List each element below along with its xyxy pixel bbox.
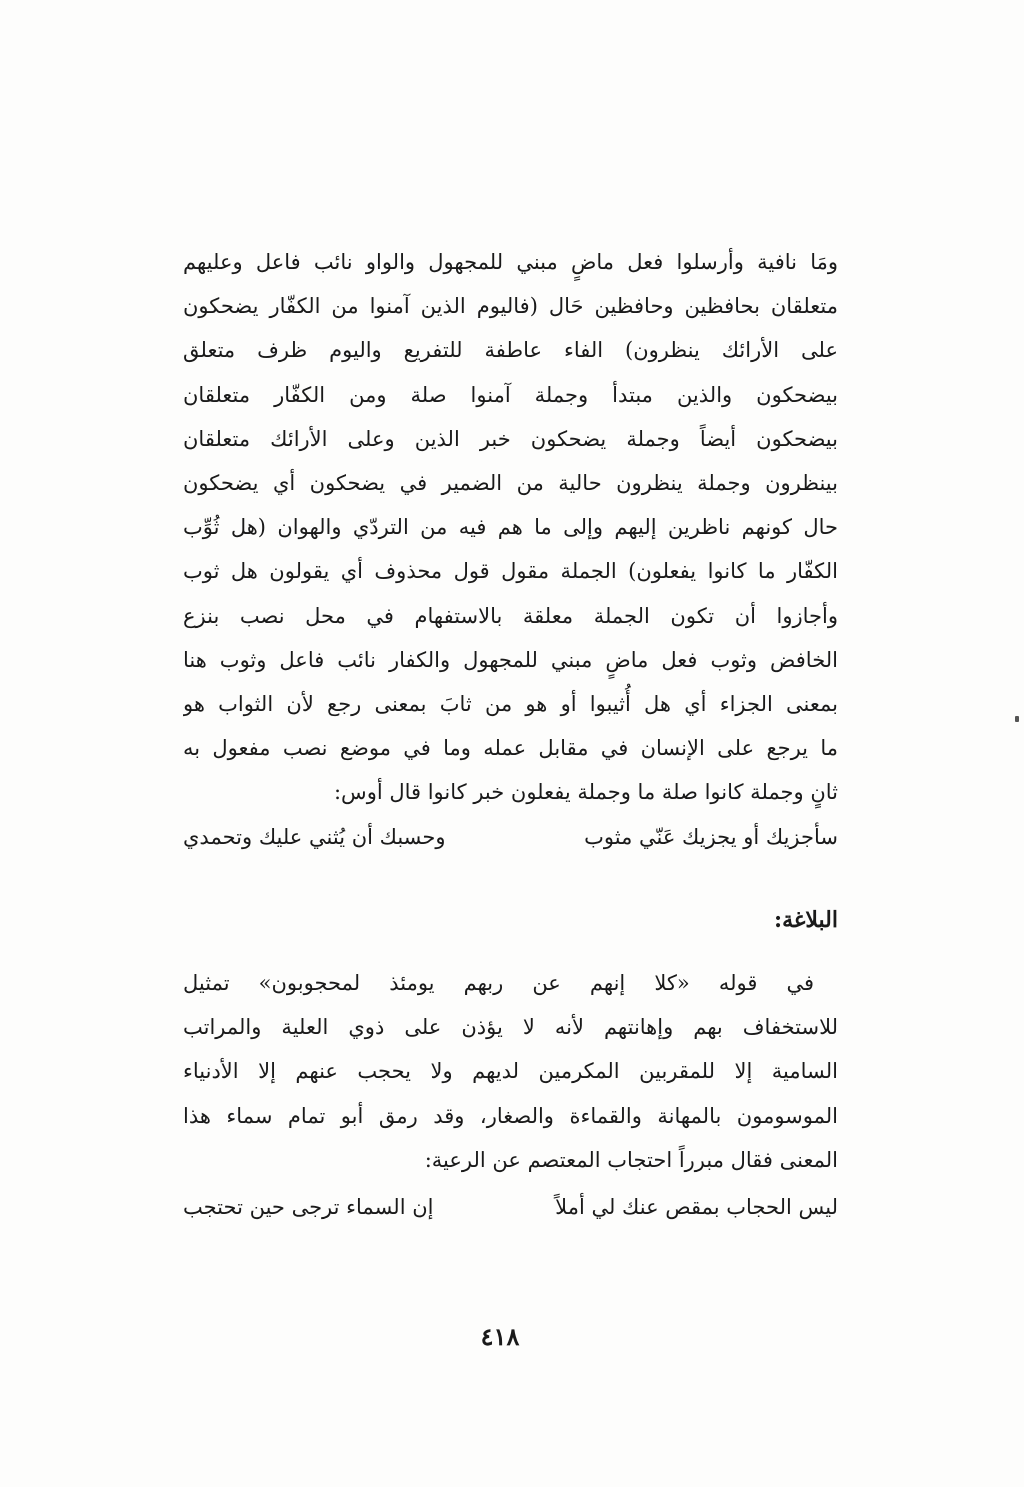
text-line: على الأرائك ينظرون) الفاء عاطفة للتفريع واليوم ظرف متعلق bbox=[183, 338, 838, 363]
section-heading: البلاغة: bbox=[773, 907, 838, 933]
scan-speck bbox=[1015, 716, 1019, 722]
verse-first-hemistich: ليس الحجاب بمقص عنك لي أملاً bbox=[555, 1195, 838, 1219]
text-line: المعنى فقال مبرراً احتجاب المعتصم عن الرعية: bbox=[424, 1147, 838, 1172]
poetry-verse bbox=[183, 1185, 838, 1229]
rhetoric-paragraph bbox=[183, 961, 838, 1182]
text-line: متعلقان بحافظين وحافظين حَال (فاليوم الذين آمنوا من الكفّار يضحكون bbox=[183, 294, 838, 319]
text-line: بمعنى الجزاء أي هل أُثيبوا أو هو من ثابَ بمعنى رجع لأن الثواب هو bbox=[183, 691, 838, 716]
text-line: بيضحكون والذين مبتدأ وجملة آمنوا صلة ومن الكفّار متعلقان bbox=[183, 382, 838, 407]
text-line: ما يرجع على الإنسان في مقابل عمله وما في موضع نصب مفعول به bbox=[183, 736, 838, 761]
verse-second-hemistich: وحسبك أن يُثني عليك وتحمدي bbox=[183, 825, 446, 849]
page-number: ٤١٨ bbox=[480, 1322, 520, 1351]
text-line: ومَا نافية وأرسلوا فعل ماضٍ مبني للمجهول والواو نائب فاعل وعليهم bbox=[183, 250, 838, 274]
text-line: السامية إلا للمقربين المكرمين لديهم ولا يحجب عنهم إلا الأدنياء bbox=[183, 1059, 838, 1084]
poetry-verse bbox=[183, 815, 838, 859]
text-line: الموسومون بالمهانة والقماءة والصغار، وقد رمق أبو تمام سماء هذا bbox=[183, 1103, 838, 1128]
text-line: بيضحكون أيضاً وجملة يضحكون خبر الذين وعلى الأرائك متعلقان bbox=[183, 426, 838, 451]
text-line: في قوله «كلا إنهم عن ربهم يومئذ لمحجوبون» تمثيل bbox=[183, 971, 814, 995]
text-line: الكفّار ما كانوا يفعلون) الجملة مقول قول محذوف أي يقولون هل ثوب bbox=[183, 559, 838, 584]
text-line: الخافض وثوب فعل ماضٍ مبني للمجهول والكفار نائب فاعل وثوب هنا bbox=[183, 647, 838, 672]
text-line: وأجازوا أن تكون الجملة معلقة بالاستفهام في محل نصب بنزع bbox=[183, 603, 838, 628]
text-line: ثانٍ وجملة كانوا صلة ما وجملة يفعلون خبر كانوا قال أوس: bbox=[333, 780, 838, 805]
verse-first-hemistich: سأجزيك أو يجزيك عَنّي مثوب bbox=[584, 825, 838, 849]
text-line: بينظرون وجملة ينظرون حالية من الضمير في يضحكون أي يضحكون bbox=[183, 470, 838, 495]
text-line: للاستخفاف بهم وإهانتهم لأنه لا يؤذن على ذوي العلية والمراتب bbox=[183, 1015, 838, 1040]
text-line: حال كونهم ناظرين إليهم وإلى ما هم فيه من التردّي والهوان (هل ثُوِّب bbox=[183, 515, 838, 540]
grammar-paragraph bbox=[183, 240, 838, 814]
verse-second-hemistich: إن السماء ترجى حين تحتجب bbox=[183, 1195, 434, 1219]
